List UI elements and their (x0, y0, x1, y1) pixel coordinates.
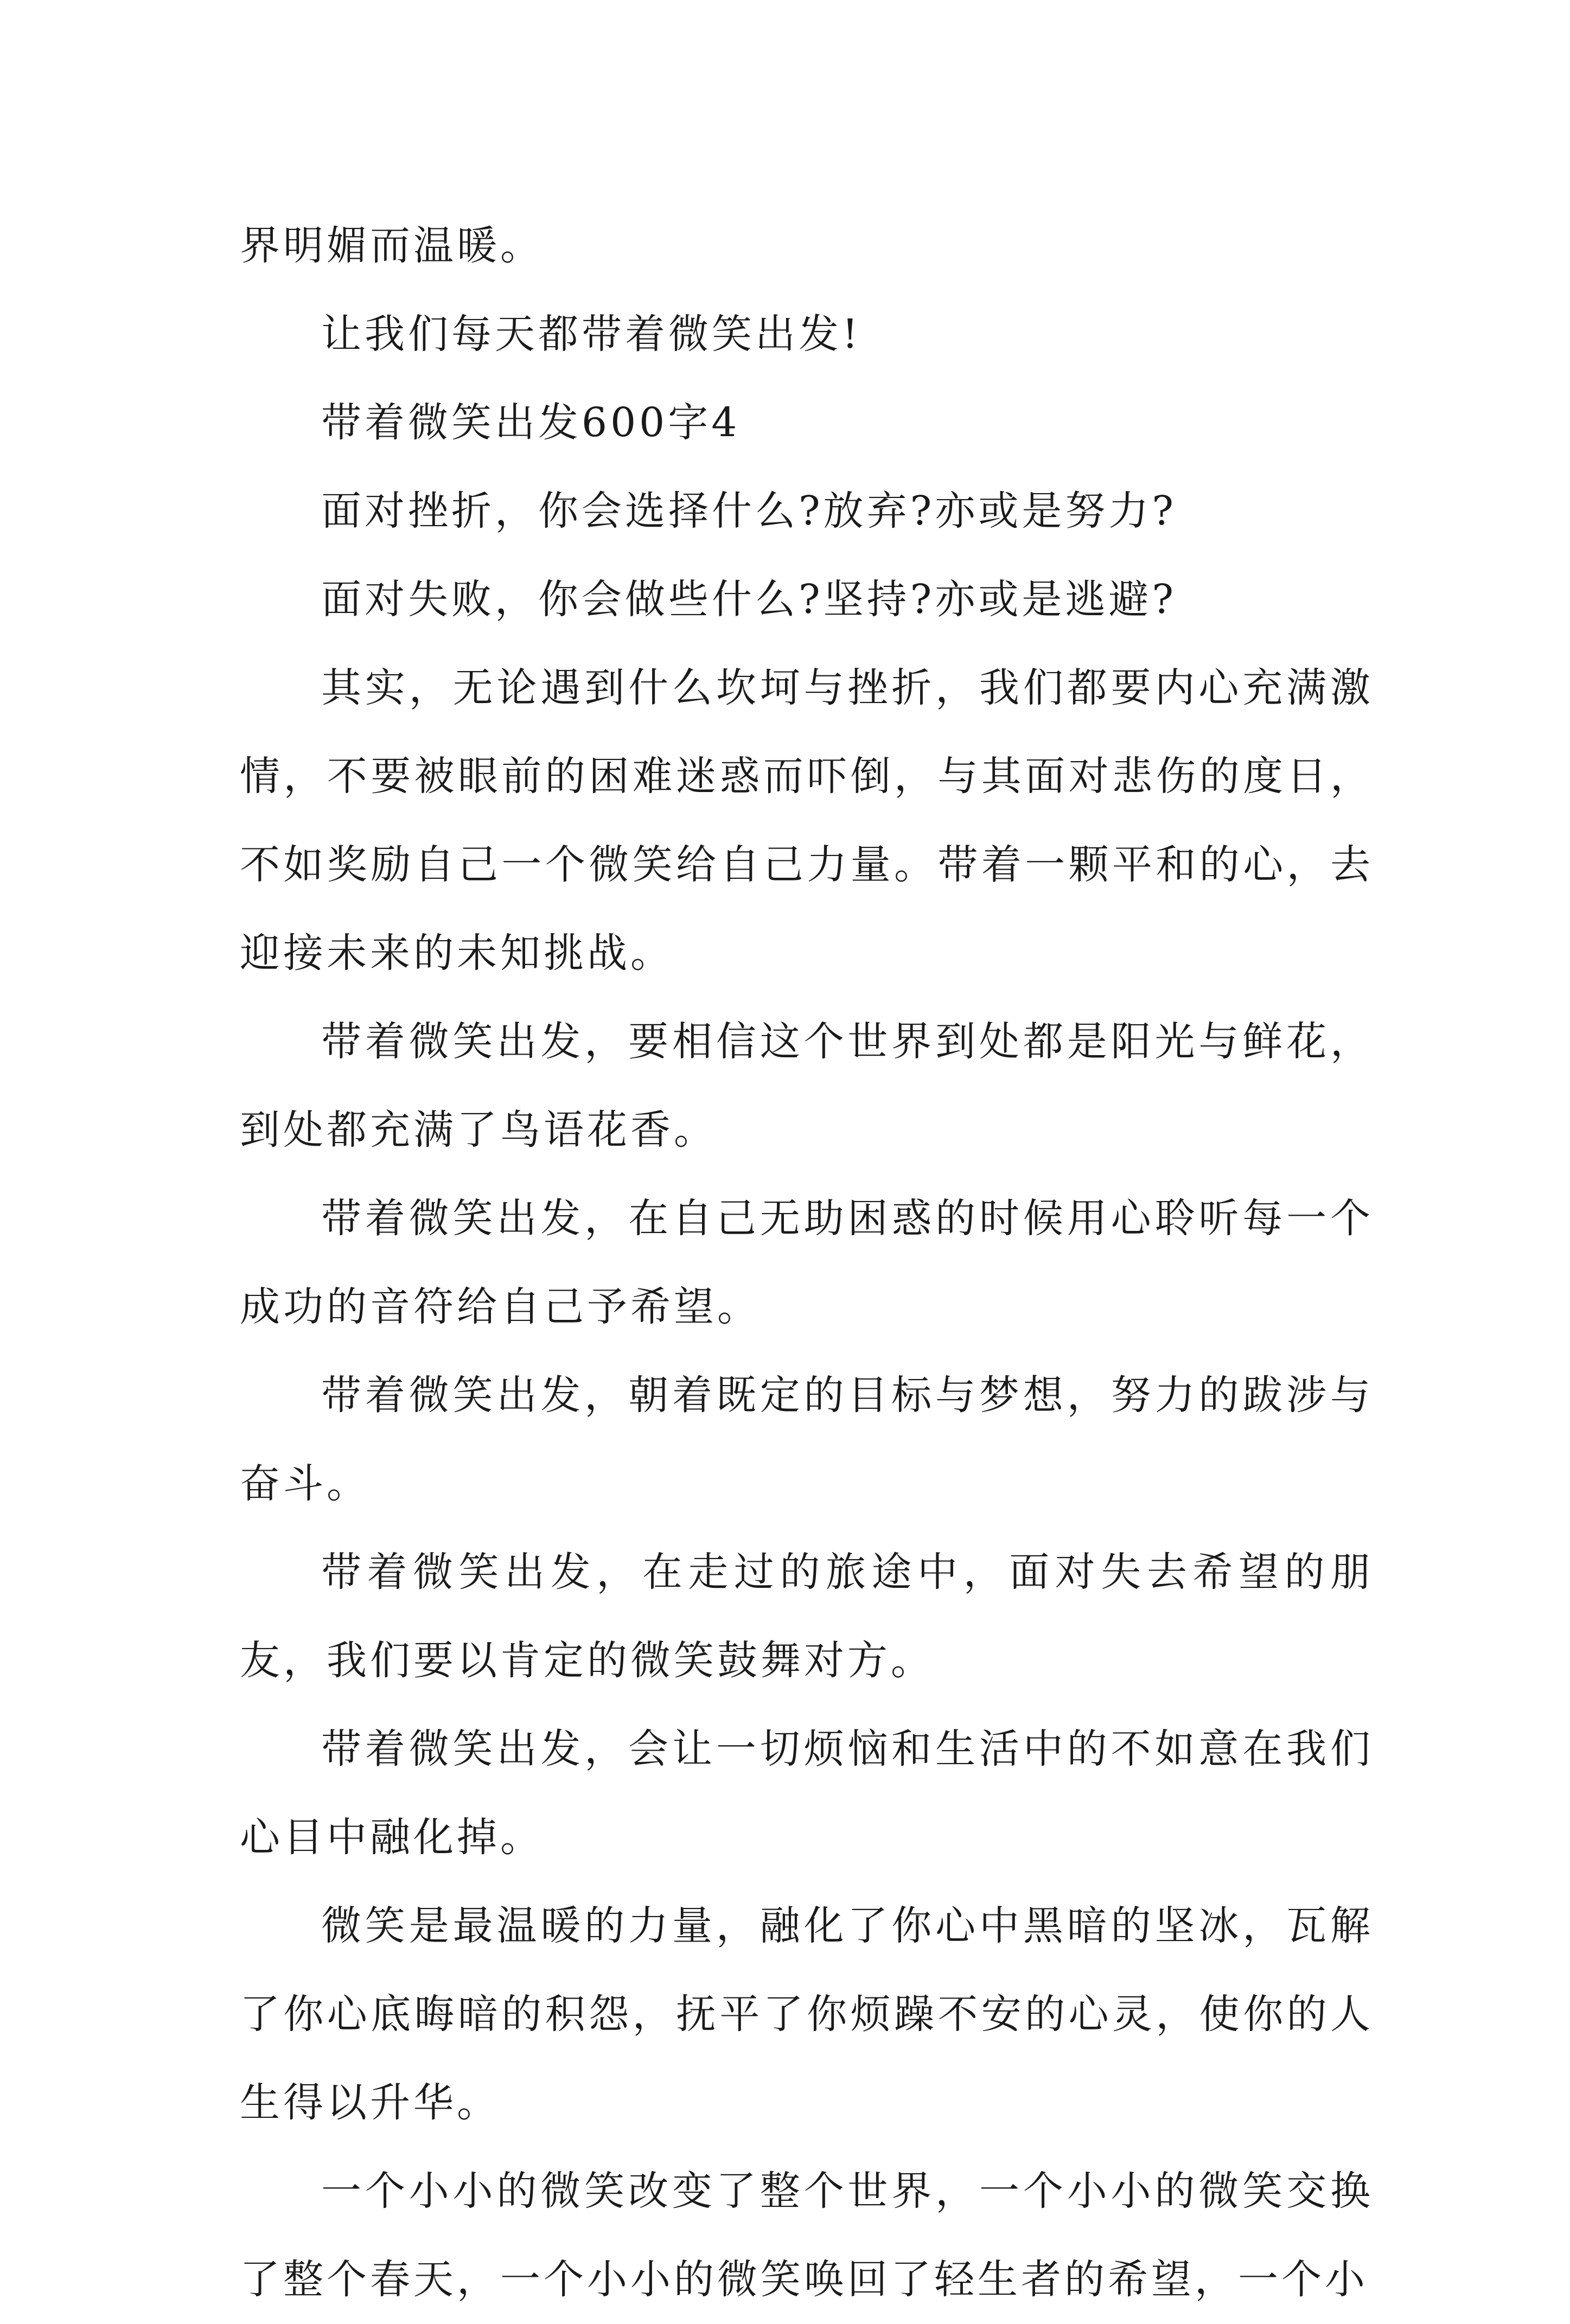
paragraph: 带着微笑出发，要相信这个世界到处都是阳光与鲜花，到处都充满了鸟语花香。 (240, 1018, 1374, 1153)
paragraph: 其实，无论遇到什么坎坷与挫折，我们都要内心充满激情，不要被眼前的困难迷惑而吓倒，与其面对悲伤的度日，不如奖励自己一个微笑给自己力量。带着一颗平和的心，去迎接未来的未知挑战。 (240, 665, 1374, 976)
paragraph: 带着微笑出发，朝着既定的目标与梦想，努力的跋涉与奋斗。 (240, 1372, 1374, 1507)
paragraph-continuation: 界明媚而温暖。 (240, 222, 544, 269)
paragraph: 面对失败，你会做些什么?坚持?亦或是逃避? (321, 576, 1177, 623)
paragraph: 微笑是最温暖的力量，融化了你心中黑暗的坚冰，瓦解了你心底晦暗的积怨，抚平了你烦躁不安的心灵，使你的人生得以升华。 (240, 1902, 1374, 2126)
paragraph: 带着微笑出发，会让一切烦恼和生活中的不如意在我们心目中融化掉。 (240, 1726, 1374, 1861)
paragraph: 带着微笑出发，在走过的旅途中，面对失去希望的朋友，我们要以肯定的微笑鼓舞对方。 (240, 1549, 1374, 1684)
paragraph: 带着微笑出发，在自己无助困惑的时候用心聆听每一个成功的音符给自己予希望。 (240, 1195, 1374, 1330)
section-heading: 带着微笑出发600字4 (321, 399, 741, 446)
paragraph: 面对挫折，你会选择什么?放弃?亦或是努力? (321, 488, 1177, 534)
paragraph: 一个小小的微笑改变了整个世界，一个小小的微笑交换了整个春天，一个小小的微笑唤回了轻生者的希望，一个小 (240, 2168, 1374, 2303)
paragraph: 让我们每天都带着微笑出发! (321, 311, 861, 357)
document-body (240, 202, 1374, 2324)
